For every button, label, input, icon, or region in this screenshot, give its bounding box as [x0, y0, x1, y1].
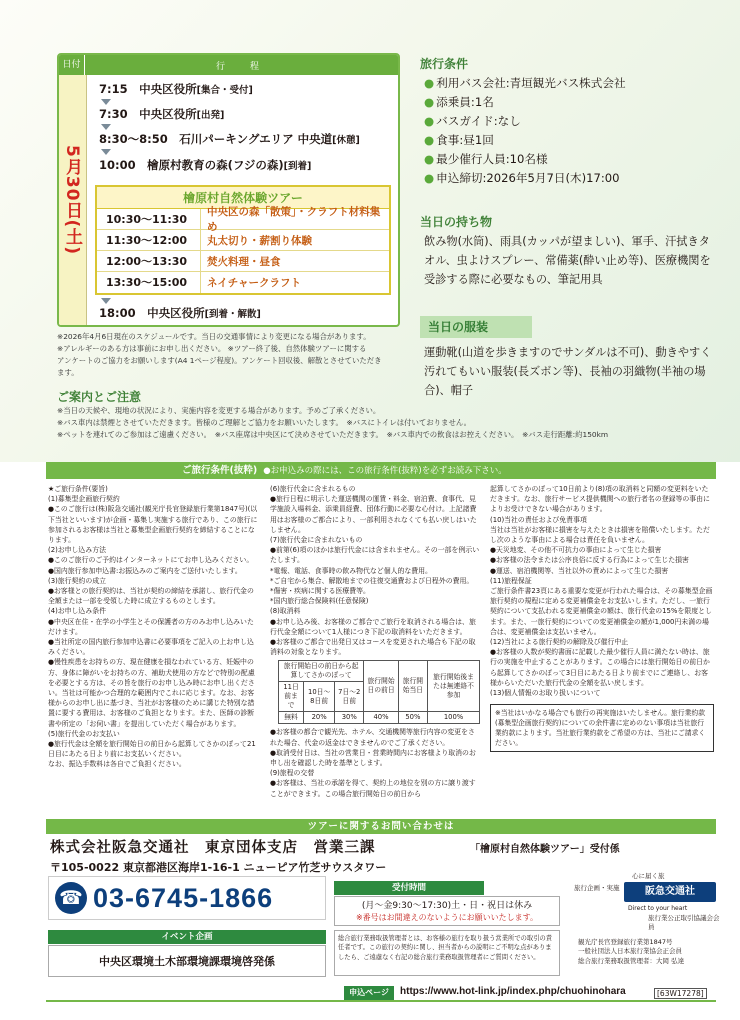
condition-item: ● 利用バス会社:青垣観光バス株式会社: [424, 74, 626, 93]
fee-value: 100%: [428, 712, 480, 724]
terms-column-1: [48, 484, 260, 770]
date-column: [59, 75, 87, 325]
terms-line: ●お客様のご都合で出発日又はコースを変更された場合も下記の取消料の対象となります。: [270, 638, 476, 657]
guide-line: ※バス車内は禁煙とさせていただきます。皆様のご理解とご協力をお願いいたします。 ※バスにトイレは付いておりません。: [57, 418, 472, 427]
hours-note: ※番号はお間違えのないようにお願いいたします。: [355, 913, 539, 922]
terms-line: (10)当社の責任および免責事項: [490, 515, 587, 524]
guide-notes: [57, 405, 727, 441]
terms-title: ご旅行条件(抜粋): [182, 465, 258, 476]
registration-info: [578, 938, 722, 966]
tour-time: 12:00～13:30: [97, 251, 201, 271]
tour-date: 5月30日(土): [62, 144, 82, 256]
row-note: [集合・受付]: [196, 85, 253, 96]
terms-line: ●前第(6)項のほかは旅行代金には含まれません。その一部を例示いたします。: [270, 546, 480, 565]
planner-label: 旅行企画・実施: [574, 884, 620, 892]
registration-line: 総合旅行業務取扱管理者：大岡 弘達: [578, 956, 685, 965]
url-label: 申込ページ: [344, 986, 394, 1000]
cancellation-fee-table: [278, 660, 480, 724]
fee-day: 11日前まで: [279, 682, 304, 712]
condition-item: ● 添乗員:1名: [424, 93, 626, 112]
terms-line: (7)旅行代金に含まれないもの: [270, 536, 363, 545]
fee-header: 旅行開始後または無連絡不参加: [428, 661, 480, 712]
terms-line: (13)個人情報のお取り扱いについて: [490, 689, 601, 698]
terms-line: なお、振込手数料は各自でご負担ください。: [48, 760, 186, 769]
terms-line: (11)旅程保証: [490, 576, 532, 585]
tour-activities-box: [95, 185, 391, 295]
fee-header: 旅行開始日の前日から起算してさかのぼって: [279, 661, 364, 682]
schedule-table: [57, 53, 400, 327]
hankyu-logo-block: [574, 872, 722, 981]
tour-activity: ネイチャークラフト: [207, 277, 301, 289]
terms-line: ●慢性疾患をお持ちの方、現在健康を損なわれている方、妊娠中の方、身体に障がいをお持ちの方、補助犬使用の方などで特別の配慮を必要とする方は、その旨を旅行のお申し込み時にお申し出ください。当社は可能かつ合理的な範囲内でこれに応じます。なお、お客様からのお申し出に基づき、当社がお客様のために講じた特別な措置に要する費用は、お客様のご負担となります。また、医師の診断書や所定の「お伺い書」を提出していただく場合があります。: [48, 658, 255, 728]
tour-activity: 中央区の森「散策」・クラフト材料集め: [207, 206, 381, 233]
phone-box: [48, 876, 326, 920]
disclaimer: 総合旅行業務取扱管理者とは、お客様の旅行を取り扱う営業所での取引の責任者です。この旅行の契約に関し、担当者からの説明にご不明な点がありましたら、ご遠慮なく右記の総合旅行業務取扱管理者にご質問ください。: [334, 930, 560, 976]
conditions-list: [424, 74, 626, 188]
fee-day: 10日〜8日前: [304, 682, 335, 712]
application-url[interactable]: https://www.hot-link.jp/index.php/chuohinohara: [400, 986, 626, 997]
phone-icon: ☎: [55, 882, 87, 914]
terms-line: 当社は当社がお客様に損害を与えたときは損害を賠償いたします。ただし次のような事由による場合は責任を負いません。: [490, 525, 710, 545]
row-note: [到着・解散]: [204, 309, 261, 320]
row-time: 7:30: [99, 107, 128, 121]
tour-row: [97, 230, 389, 251]
terms-line: (6)旅行代金に含まれるもの: [270, 485, 356, 493]
terms-line: ●お客様の都合で観光先、ホテル、交通機関等旅行内容の変更をされた場合、代金の返金はできませんのでご了承ください。: [270, 728, 475, 747]
schedule-row: [99, 131, 360, 147]
note-line: ます。: [57, 368, 79, 377]
fee-header: 旅行開始当日: [398, 661, 427, 712]
tour-time: 13:30～15:00: [97, 272, 201, 293]
condition-item: ● 食事:昼1回: [424, 131, 626, 150]
terms-line: ★ご旅行条件(要旨): [48, 485, 108, 493]
terms-line: ●運送、宿泊機関等、当社以外の責めによって生じた損害: [490, 566, 669, 575]
row-text: 中央区役所: [147, 306, 205, 320]
terms-line: *国内旅行総合保険料(任意保険): [270, 597, 369, 606]
schedule-header: [59, 55, 398, 75]
hours-label: 受付時間: [334, 881, 484, 895]
tour-time: 11:30～12:00: [97, 230, 201, 250]
row-note: [休憩]: [332, 135, 360, 146]
registration-line: 観光庁長官登録旅行業第1847号: [578, 938, 673, 946]
registration-line: 一般社団法人日本旅行業協会正会員: [578, 947, 682, 956]
down-arrow-icon: [101, 149, 111, 155]
terms-line: (1)募集型企画旅行契約: [48, 495, 120, 504]
terms-line: (9)旅程の交替: [270, 769, 315, 778]
terms-bar: [46, 462, 716, 479]
terms-line: *傷害・疾病に関する医療費等。: [270, 587, 370, 596]
hankyu-subtitle: Direct to your heart: [628, 905, 688, 912]
row-time: 7:15: [99, 82, 128, 96]
terms-line: (3)旅行契約の成立: [48, 576, 106, 585]
terms-line: ご旅行条件書23頁にある重要な変更が行われた場合は、その募集型企画旅行契約の規程に定める変更補償金をお支払いします。ただし、一旅行契約について支払われる変更補償金の額は、旅行代金の15%を限度とします。また、一旅行契約についての変更補償金の額が1,000円未満の場合は、変更補償金は支払いません。: [490, 587, 713, 636]
row-time: 10:00: [99, 158, 136, 172]
fee-value: 40%: [364, 712, 398, 724]
tour-title: 檜原村自然体験ツアー: [97, 187, 389, 209]
terms-line: ●当社所定の国内旅行参加申込書に必要事項をご記入の上お申し込みください。: [48, 638, 254, 657]
conditions-title: 旅行条件: [420, 57, 469, 71]
company-address: 〒105-0022 東京都港区海岸1-16-1 ニューピア竹芝サウスタワー: [50, 861, 387, 874]
hankyu-logo: [624, 882, 716, 902]
guide-title: ご案内とご注意: [57, 390, 142, 404]
belongings-title: 当日の持ち物: [420, 215, 493, 229]
clothing-text: 運動靴(山道を歩きますのでサンダルは不可)、動きやすく汚れてもいい服装(長ズボン等)、長袖の羽織物(半袖の場合)、帽子: [424, 346, 712, 397]
terms-line: ●中央区在住・在学の小学生とその保護者の方のみお申し込みいただけます。: [48, 617, 254, 636]
tour-row: [97, 206, 389, 233]
phone-number[interactable]: 03-6745-1866: [93, 882, 274, 913]
fee-header: 旅行開始日の前日: [364, 661, 398, 712]
terms-line: (12)当社による旅行契約の解除及び催行中止: [490, 638, 629, 647]
terms-line: (2)お申し込み方法: [48, 546, 106, 555]
terms-column-2: [270, 484, 480, 799]
row-text: 石川パーキングエリア 中央道: [179, 132, 333, 146]
schedule-notes: [57, 331, 402, 379]
fee-value: 無料: [279, 712, 304, 724]
row-time: 8:30～8:50: [99, 132, 168, 146]
tour-activity: 丸太切り・薪割り体験: [207, 234, 312, 247]
fee-value: 30%: [335, 712, 364, 724]
hours-box: [334, 896, 560, 926]
terms-line: ●お客様との旅行契約は、当社が契約の締結を承諾し、旅行代金の全額または一部を受領した時に成立するものとします。: [48, 587, 254, 606]
terms-column-3: [490, 484, 714, 752]
condition-item: ● バスガイド:なし: [424, 112, 626, 131]
row-text: 檜原村教育の森(フジの森): [147, 158, 284, 172]
terms-line: *電報、電話、食事時の飲み物代など個人的な費用。: [270, 566, 432, 575]
terms-line: 起算してさかのぼって10日前より(8)項の取消料と同額の変更料をいただきます。なお、旅行サービス提供機関への旅行者名の登録等の事由によりお受けできない場合があります。: [490, 485, 710, 514]
terms-line: ●国内旅行参加申込書:お振込みのご案内をご送付いたします。: [48, 566, 242, 575]
terms-notice-box: ※当社はいかなる場合でも旅行の再実施はいたしません。旅行業約款(募集型企画旅行契約)についての余件書に定めのない事項は当社旅行業約款によります。当社旅行業約款をご希望の方は、当社にご請求ください。: [490, 704, 714, 752]
terms-line: (8)取消料: [270, 607, 301, 616]
row-time: 18:00: [99, 306, 136, 320]
hours-text: (月～金9:30～17:30)土・日・祝日は休み: [361, 901, 533, 911]
schedule-row: [99, 81, 253, 97]
header-day: 日付: [59, 55, 85, 75]
note-line: アンケートのご協力をお願いします(A4 1ページ程度)。アンケート回収後、解散とさせていただき: [57, 356, 382, 365]
terms-line: ●お申し込み後、お客様のご都合でご旅行を取消される場合は、旅行代金全額について1人様につき下記の取消料をいただきます。: [270, 617, 476, 636]
contact-bar: ツアーに関するお問い合わせは: [46, 819, 716, 834]
terms-line: (5)旅行代金のお支払い: [48, 729, 120, 738]
bottom-rule: [46, 1000, 716, 1002]
company-name: 株式会社阪急交通社 東京団体支店 営業三課: [50, 840, 376, 856]
tour-time: 10:30～11:30: [97, 209, 201, 229]
terms-line: ●旅行代金は全額を旅行開始日の前日から起算してさかのぼって21日目にあたる日より前にお支払いください。: [48, 740, 256, 759]
fee-day: 7日〜2日前: [335, 682, 364, 712]
tour-activity: 焚火料理・昼食: [207, 255, 281, 268]
association-label: 旅行業公正取引協議会会員: [648, 914, 720, 931]
row-note: [到着]: [283, 161, 312, 172]
row-note: [出発]: [196, 110, 225, 121]
belongings-text: 飲み物(水筒)、雨具(カッパが望ましい)、軍手、汗拭きタオル、虫よけスプレー、常備薬(酔い止め等)、医療機関を受診する際に必要なもの、筆記用具: [424, 235, 711, 286]
hankyu-name: 阪急交通社: [645, 886, 695, 897]
event-label: イベント企画: [48, 930, 326, 944]
schedule-row: [99, 157, 311, 173]
event-organizer: 中央区環境土木部環境課環境啓発係: [48, 945, 326, 977]
terms-line: ●このご旅行は(株)阪急交通社(観光庁長官登録旅行業第1847号)(以下当社といいます)が企画・募集し実施する旅行であり、この旅行に参加されるお客様は当社と募集型企画旅行契約を締結することになります。: [48, 505, 258, 545]
terms-line: ●お客様は、当社の承諾を得て、契約上の地位を別の方に譲り渡すことができます。この場合旅行開始日の前日から: [270, 779, 476, 798]
terms-line: ●お客様の人数が契約書面に記載した最少催行人員に満たない時は、旅行の実施を中止することがあります。この場合には旅行開始日の前日から起算してさかのぼって3日目にあたる日より前までにご連絡し、お客様からいただいた旅行代金の全額を払い戻します。: [490, 648, 710, 687]
down-arrow-icon: [101, 99, 111, 105]
hankyu-tagline: 心に届く旅: [632, 872, 665, 880]
terms-line: *ご自宅から集合、解散地までの往復交通費および日程外の費用。: [270, 576, 474, 585]
fee-value: 50%: [398, 712, 427, 724]
terms-subtitle: ●お申込みの際には、この旅行条件(抜粋)を必ずお読み下さい。: [263, 466, 507, 476]
down-arrow-icon: [101, 124, 111, 130]
terms-line: (4)お申し込み条件: [48, 607, 106, 616]
clothing-title: 当日の服装: [420, 316, 532, 338]
terms-line: ●天災地変、その他不可抗力の事由によって生じた損害: [490, 546, 662, 555]
terms-line: ●取消受付日は、当社の営業日・営業時間内にお客様より取消のお申し出を確認した時を基準とします。: [270, 748, 476, 768]
tour-row: [97, 272, 389, 293]
guide-line: ※ペットを連れてのご参加はご遠慮ください。 ※バス座席は中央区にて決めさせていただきます。 ※バス車内での飲食はお控えください。 ※バス走行距離:約150km: [57, 430, 609, 439]
terms-line: ●旅行日程に明示した運送機関の運賃・料金、宿泊費、食事代、見学施設入場料金、添乗員経費、団体行動に必要な心付け。上記諸費用はお客様のご都合により、一部利用されなくても払い戻しはいたしません。: [270, 495, 477, 534]
guide-line: ※当日の天候や、現地の状況により、実施内容を変更する場合があります。予めご了承ください。: [57, 406, 381, 415]
header-itinerary: 行 程: [215, 61, 267, 72]
terms-line: ●このご旅行のご予約はインターネットにてお申し込みください。: [48, 556, 254, 565]
row-text: 中央区役所: [139, 107, 197, 121]
condition-item: ● 申込締切:2026年5月7日(木)17:00: [424, 169, 626, 188]
condition-item: ● 最少催行人員:10名様: [424, 150, 626, 169]
note-line: ※2026年4月6日現在のスケジュールです。当日の交通事情により変更になる場合があります。: [57, 332, 371, 341]
fee-value: 20%: [304, 712, 335, 724]
schedule-row: [99, 305, 261, 321]
tour-row: [97, 251, 389, 272]
accept-desk: 「檜原村自然体験ツアー」受付係: [470, 844, 620, 855]
doc-code: [63W17278]: [654, 988, 707, 999]
down-arrow-icon: [101, 298, 111, 304]
row-text: 中央区役所: [139, 82, 197, 96]
note-line: ※アレルギーのある方は事前にお申し出ください。 ※ツアー終了後、自然体験ツアーに関する: [57, 344, 367, 353]
terms-line: ●お客様の法令または公序良俗に反する行為によって生じた損害: [490, 556, 689, 565]
schedule-row: [99, 106, 224, 122]
